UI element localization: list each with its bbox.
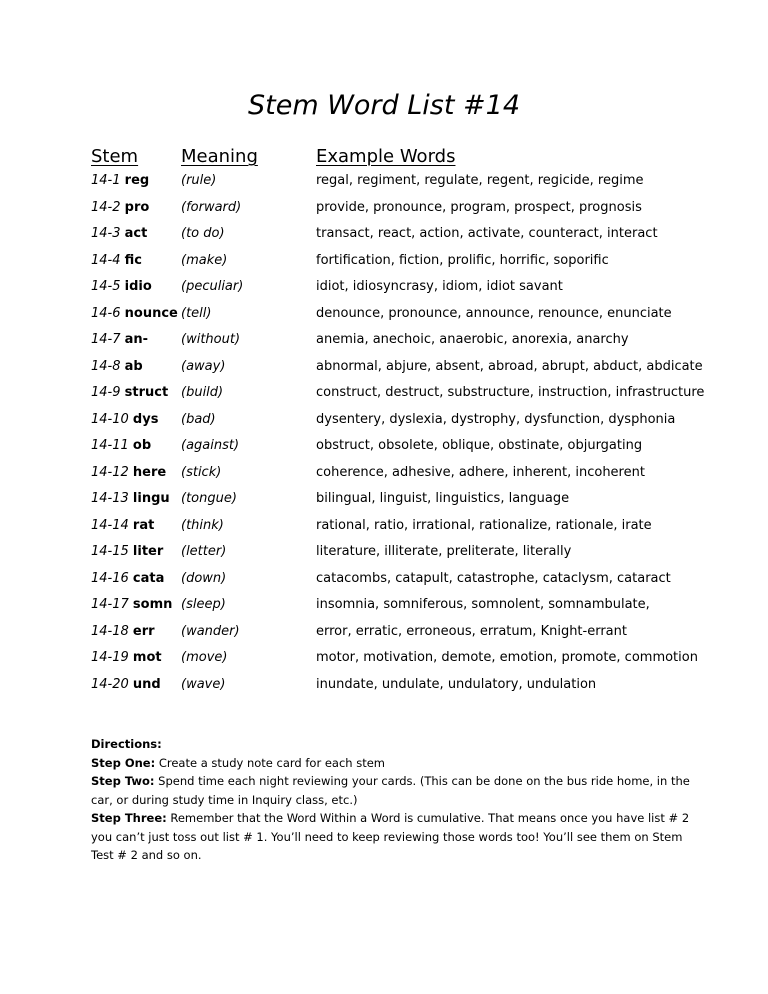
stem-cell bbox=[91, 168, 149, 195]
step-two bbox=[91, 772, 691, 809]
meaning-cell: (letter) bbox=[181, 544, 227, 559]
stem-word: struct bbox=[124, 385, 169, 400]
stem-word: here bbox=[132, 464, 167, 480]
stem-word: liter bbox=[132, 544, 164, 559]
table-row bbox=[91, 592, 711, 619]
stem-number: 14-1 bbox=[91, 173, 121, 188]
stem-word: reg bbox=[124, 173, 150, 188]
table-row bbox=[91, 672, 711, 699]
stem-cell bbox=[91, 433, 151, 460]
stem-number: 14-17 bbox=[91, 597, 129, 612]
meaning-cell: (without) bbox=[181, 332, 241, 347]
meaning-cell: (tell) bbox=[181, 305, 212, 321]
example-words-cell: construct, destruct, substructure, instruction, infrastructure bbox=[316, 385, 705, 400]
meaning-cell: (think) bbox=[181, 517, 224, 533]
meaning-cell: (wave) bbox=[181, 676, 226, 692]
example-words-cell: literature, illiterate, preliterate, literally bbox=[316, 544, 572, 559]
example-words-cell: provide, pronounce, program, prospect, prognosis bbox=[316, 199, 642, 215]
stem-number: 14-11 bbox=[91, 438, 129, 453]
stem-cell bbox=[91, 380, 168, 407]
page-title: Stem Word List #14 bbox=[247, 90, 521, 121]
step-two-label: Step Two: bbox=[91, 774, 155, 788]
example-words-cell: rational, ratio, irrational, rationalize, rationale, irate bbox=[316, 517, 652, 533]
stem-number: 14-12 bbox=[91, 464, 129, 480]
meaning-cell: (to do) bbox=[181, 226, 225, 241]
stem-number: 14-18 bbox=[91, 623, 129, 639]
stem-number: 14-3 bbox=[91, 226, 121, 241]
stem-number: 14-10 bbox=[91, 411, 129, 427]
stem-word: lingu bbox=[132, 491, 170, 506]
stem-number: 14-16 bbox=[91, 570, 129, 586]
table-row bbox=[91, 248, 711, 275]
stem-cell bbox=[91, 486, 170, 513]
table-header bbox=[91, 146, 711, 170]
example-words-cell: catacombs, catapult, catastrophe, cataclysm, cataract bbox=[316, 570, 671, 586]
stem-cell bbox=[91, 619, 155, 646]
meaning-cell: (rule) bbox=[181, 173, 217, 188]
stem-number: 14-7 bbox=[91, 332, 121, 347]
stem-word: mot bbox=[132, 650, 162, 665]
stem-number: 14-2 bbox=[91, 199, 121, 215]
example-words-cell: denounce, pronounce, announce, renounce, enunciate bbox=[316, 305, 672, 321]
table-row bbox=[91, 380, 711, 407]
table-row bbox=[91, 566, 711, 593]
stem-cell bbox=[91, 301, 178, 328]
meaning-cell: (peculiar) bbox=[181, 279, 244, 294]
table-row bbox=[91, 274, 711, 301]
stem-cell bbox=[91, 672, 161, 699]
stem-number: 14-5 bbox=[91, 279, 121, 294]
meaning-cell: (sleep) bbox=[181, 597, 226, 612]
stem-number: 14-20 bbox=[91, 676, 129, 692]
meaning-cell: (away) bbox=[181, 358, 226, 374]
meaning-cell: (against) bbox=[181, 438, 240, 453]
example-words-cell: insomnia, somniferous, somnolent, somnambulate, bbox=[316, 597, 650, 612]
stem-number: 14-8 bbox=[91, 358, 121, 374]
stem-word: an- bbox=[124, 332, 149, 347]
stem-cell bbox=[91, 566, 164, 593]
stem-cell bbox=[91, 513, 154, 540]
meaning-cell: (make) bbox=[181, 252, 228, 268]
stem-cell bbox=[91, 354, 143, 381]
example-words-cell: obstruct, obsolete, oblique, obstinate, objurgating bbox=[316, 438, 643, 453]
table-row bbox=[91, 486, 711, 513]
stem-table bbox=[91, 168, 711, 698]
stem-cell bbox=[91, 460, 166, 487]
example-words-cell: abnormal, abjure, absent, abroad, abrupt, abduct, abdicate bbox=[316, 358, 703, 374]
table-row bbox=[91, 354, 711, 381]
stem-word: act bbox=[124, 226, 148, 241]
stem-cell bbox=[91, 274, 152, 301]
stem-number: 14-6 bbox=[91, 305, 121, 321]
table-row bbox=[91, 327, 711, 354]
table-row bbox=[91, 460, 711, 487]
meaning-cell: (stick) bbox=[181, 464, 222, 480]
meaning-cell: (tongue) bbox=[181, 491, 237, 506]
table-row bbox=[91, 513, 711, 540]
step-three-label: Step Three: bbox=[91, 811, 167, 825]
stem-word: nounce bbox=[124, 305, 178, 321]
example-words-cell: coherence, adhesive, adhere, inherent, incoherent bbox=[316, 464, 645, 480]
example-words-cell: fortification, fiction, prolific, horrific, soporific bbox=[316, 252, 609, 268]
stem-word: pro bbox=[124, 199, 150, 215]
stem-number: 14-13 bbox=[91, 491, 129, 506]
step-one-label: Step One: bbox=[91, 755, 156, 770]
stem-word: und bbox=[132, 676, 161, 692]
stem-number: 14-4 bbox=[91, 252, 121, 268]
stem-number: 14-19 bbox=[91, 650, 129, 665]
meaning-cell: (build) bbox=[181, 385, 224, 400]
step-three-text: Remember that the Word Within a Word is cumulative. That means once you have list # 2 you can’t just toss out list # 1. You’ll need to keep reviewing those words too! You’ll see them on Stem Test # 2 and so on. bbox=[91, 811, 690, 862]
stem-cell bbox=[91, 195, 149, 222]
example-words-cell: anemia, anechoic, anaerobic, anorexia, anarchy bbox=[316, 332, 629, 347]
table-row bbox=[91, 433, 711, 460]
stem-cell bbox=[91, 221, 147, 248]
stem-cell bbox=[91, 539, 163, 566]
meaning-cell: (down) bbox=[181, 570, 227, 586]
meaning-cell: (wander) bbox=[181, 623, 240, 639]
meaning-cell: (move) bbox=[181, 650, 228, 665]
meaning-cell: (forward) bbox=[181, 199, 242, 215]
stem-number: 14-14 bbox=[91, 517, 129, 533]
header-example-words: Example Words bbox=[316, 146, 456, 167]
table-row bbox=[91, 407, 711, 434]
stem-word: cata bbox=[132, 570, 165, 586]
directions-section bbox=[91, 735, 691, 865]
step-three bbox=[91, 809, 691, 865]
step-one bbox=[91, 754, 691, 773]
example-words-cell: idiot, idiosyncrasy, idiom, idiot savant bbox=[316, 279, 563, 294]
example-words-cell: bilingual, linguist, linguistics, language bbox=[316, 491, 570, 506]
stem-cell bbox=[91, 592, 172, 619]
example-words-cell: inundate, undulate, undulatory, undulation bbox=[316, 676, 597, 692]
example-words-cell: error, erratic, erroneous, erratum, Knight-errant bbox=[316, 623, 627, 639]
table-row bbox=[91, 168, 711, 195]
table-row bbox=[91, 301, 711, 328]
stem-word: idio bbox=[124, 279, 152, 294]
stem-word: ob bbox=[132, 438, 152, 453]
directions-heading: Directions: bbox=[91, 737, 162, 751]
stem-cell bbox=[91, 248, 142, 275]
table-row bbox=[91, 619, 711, 646]
stem-word: err bbox=[132, 623, 155, 639]
example-words-cell: motor, motivation, demote, emotion, promote, commotion bbox=[316, 650, 698, 665]
step-one-text: Create a study note card for each stem bbox=[155, 755, 386, 770]
step-two-text: Spend time each night reviewing your cards. (This can be done on the bus ride home, in the car, or during study time in Inquiry class, etc.) bbox=[91, 774, 690, 807]
stem-word: fic bbox=[124, 252, 142, 268]
stem-word: somn bbox=[132, 597, 173, 612]
stem-word: rat bbox=[132, 517, 155, 533]
stem-word: dys bbox=[132, 411, 159, 427]
header-stem: Stem bbox=[91, 146, 139, 167]
stem-cell bbox=[91, 645, 162, 672]
meaning-cell: (bad) bbox=[181, 411, 216, 427]
example-words-cell: transact, react, action, activate, counteract, interact bbox=[316, 226, 658, 241]
stem-cell bbox=[91, 327, 148, 354]
table-row bbox=[91, 221, 711, 248]
header-meaning: Meaning bbox=[181, 146, 258, 167]
table-row bbox=[91, 195, 711, 222]
stem-number: 14-9 bbox=[91, 385, 121, 400]
stem-word: ab bbox=[124, 358, 143, 374]
stem-number: 14-15 bbox=[91, 544, 129, 559]
example-words-cell: regal, regiment, regulate, regent, regicide, regime bbox=[316, 173, 644, 188]
example-words-cell: dysentery, dyslexia, dystrophy, dysfunction, dysphonia bbox=[316, 411, 676, 427]
table-row bbox=[91, 539, 711, 566]
stem-cell bbox=[91, 407, 158, 434]
table-row bbox=[91, 645, 711, 672]
